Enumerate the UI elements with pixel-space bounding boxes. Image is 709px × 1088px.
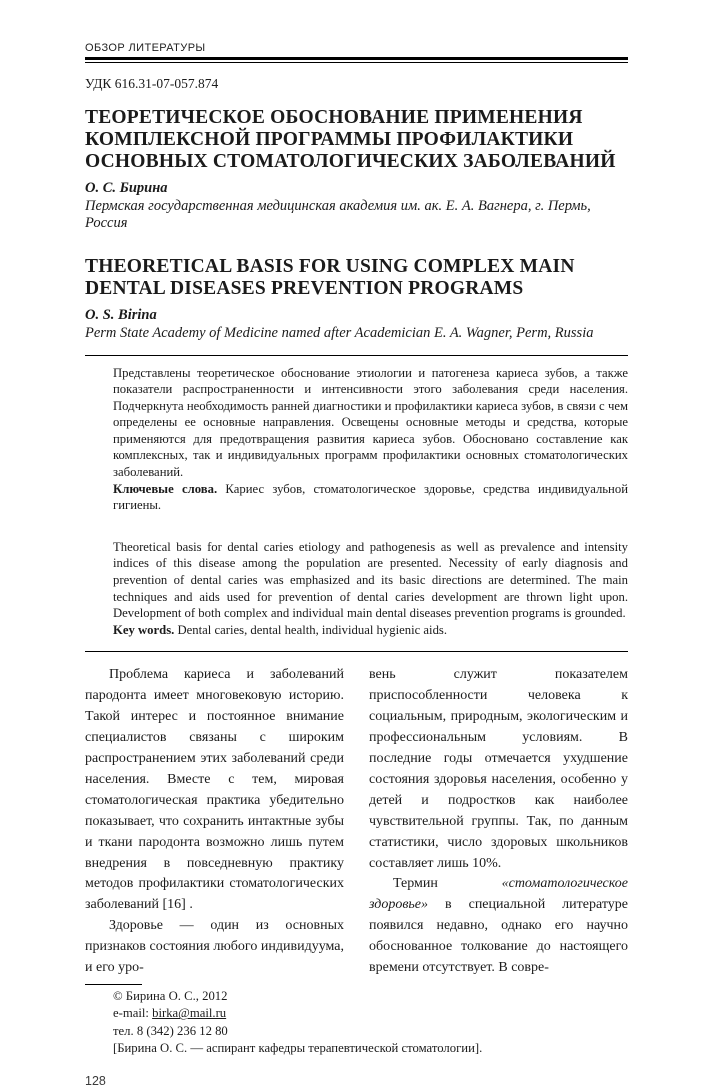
body-paragraph: вень служит показателем приспособленности человека к социальным, природным, экологическим и профессиональным условиям. В последние годы отмечается ухудшение состояния здоровья населения, особенно у детей и подростков как наиболее чувствительной группы. Так, по данным статистики, число здоровых школьников составляет лишь 10%. — [369, 667, 628, 871]
abstract-bottom-rule — [85, 651, 628, 652]
title-ru-line-2: КОМПЛЕКСНОЙ ПРОГРАММЫ ПРОФИЛАКТИКИ — [85, 128, 574, 150]
body-paragraph — [369, 874, 628, 979]
author-ru: О. С. Бирина — [85, 179, 168, 196]
author-note-line: [Бирина О. С. — аспирант кафедры терапевтической стоматологии]. — [113, 1041, 483, 1056]
title-ru-line-3: ОСНОВНЫХ СТОМАТОЛОГИЧЕСКИХ ЗАБОЛЕВАНИЙ — [85, 150, 616, 172]
header-double-rule — [85, 57, 628, 63]
abstract-en — [85, 539, 628, 639]
title-en-line-1: THEORETICAL BASIS FOR USING COMPLEX MAIN — [85, 255, 575, 277]
abstract-en-keywords — [113, 622, 628, 639]
page-number: 128 — [85, 1073, 106, 1088]
dental-health-term: «стоматологическое здоровье» — [369, 876, 628, 913]
term-paragraph-prefix: Термин — [393, 876, 502, 892]
abstract-ru-text: Представлены теоретическое обоснование этиологии и патогенеза кариеса зубов, а также показатели распространенности и интенсивности этого заболевания среди населения. Подчеркнута необходимость ранней диагностики и профилактики кариеса зубов, в связи с чем определены ее основные направления. Освещены основные методы и средства, которые применяются для предотвращения развития кариеса зубов. Обосновано составление как комплексных, так и индивидуальных программ профилактики основных стоматологических заболеваний. — [113, 365, 628, 480]
author-en: O. S. Birina — [85, 306, 157, 323]
section-running-head: ОБЗОР ЛИТЕРАТУРЫ — [85, 42, 206, 54]
title-ru-line-1: ТЕОРЕТИЧЕСКОЕ ОБОСНОВАНИЕ ПРИМЕНЕНИЯ — [85, 106, 583, 128]
article-title-ru — [85, 107, 628, 173]
abstract-top-rule — [85, 355, 628, 356]
footnote-rule — [85, 984, 142, 985]
body-paragraph: Здоровье — один из основных признаков состояния любого индивидуума, и его уро- — [85, 918, 344, 976]
keywords-ru-text: Кариес зубов, стоматологическое здоровье, средства индивидуальной гигиены. — [113, 481, 628, 513]
udk-code: УДК 616.31-07-057.874 — [85, 75, 219, 91]
abstract-en-text: Theoretical basis for dental caries etiology and pathogenesis as well as prevalence and intensity indices of this disease among the population are presented. Necessity of early diagnosis and prevention of dental caries was emphasized and its basic directions are determined. The main techniques and aids used for prevention of dental caries development are thrown light upon. Development of both complex and individual main dental diseases prevention programs is grounded. — [113, 539, 628, 621]
abstract-gap — [85, 514, 628, 530]
body-column-right — [369, 665, 628, 979]
term-paragraph-suffix: в специальной литературе появился недавно, однако его научно обоснованное толкование до настоящего времени отсутствует. В совре- — [369, 897, 628, 976]
abstract-ru-keywords — [113, 481, 628, 514]
body-column-left — [85, 665, 344, 979]
email-label: e-mail: — [113, 1006, 153, 1021]
keywords-ru-label: Ключевые слова. — [113, 481, 218, 496]
footnote-block — [85, 984, 628, 1058]
affiliation-ru: Пермская государственная медицинская академия им. ак. Е. А. Вагнера, г. Пермь, Россия — [85, 197, 591, 231]
article-title-en — [85, 256, 628, 300]
keywords-en-text: Dental caries, dental health, individual hygienic aids. — [174, 622, 448, 637]
affiliation-en: Perm State Academy of Medicine named after Academician E. A. Wagner, Perm, Russia — [85, 324, 594, 341]
email-link[interactable]: birka@mail.ru — [152, 1006, 227, 1021]
title-en-line-2: DENTAL DISEASES PREVENTION PROGRAMS — [85, 277, 524, 299]
keywords-en-label: Key words. — [113, 622, 175, 637]
email-line — [113, 1005, 628, 1022]
phone-line: тел. 8 (342) 236 12 80 — [113, 1023, 228, 1038]
abstract-ru — [85, 365, 628, 514]
body-paragraph: Проблема кариеса и заболеваний пародонта имеет многовековую историю. Такой интерес и постоянное внимание специалистов связаны с широким распространением этих заболеваний среди населения. Вместе с тем, мировая стоматологическая практика убедительно показывает, что сохранить интактные зубы и ткани пародонта возможно лишь путем внедрения в повседневную практику методов профилактики стоматологических заболеваний [16] . — [85, 667, 344, 913]
copyright-line: © Бирина О. С., 2012 — [113, 989, 228, 1003]
body-columns — [85, 665, 628, 979]
footnote-lines — [85, 988, 628, 1058]
